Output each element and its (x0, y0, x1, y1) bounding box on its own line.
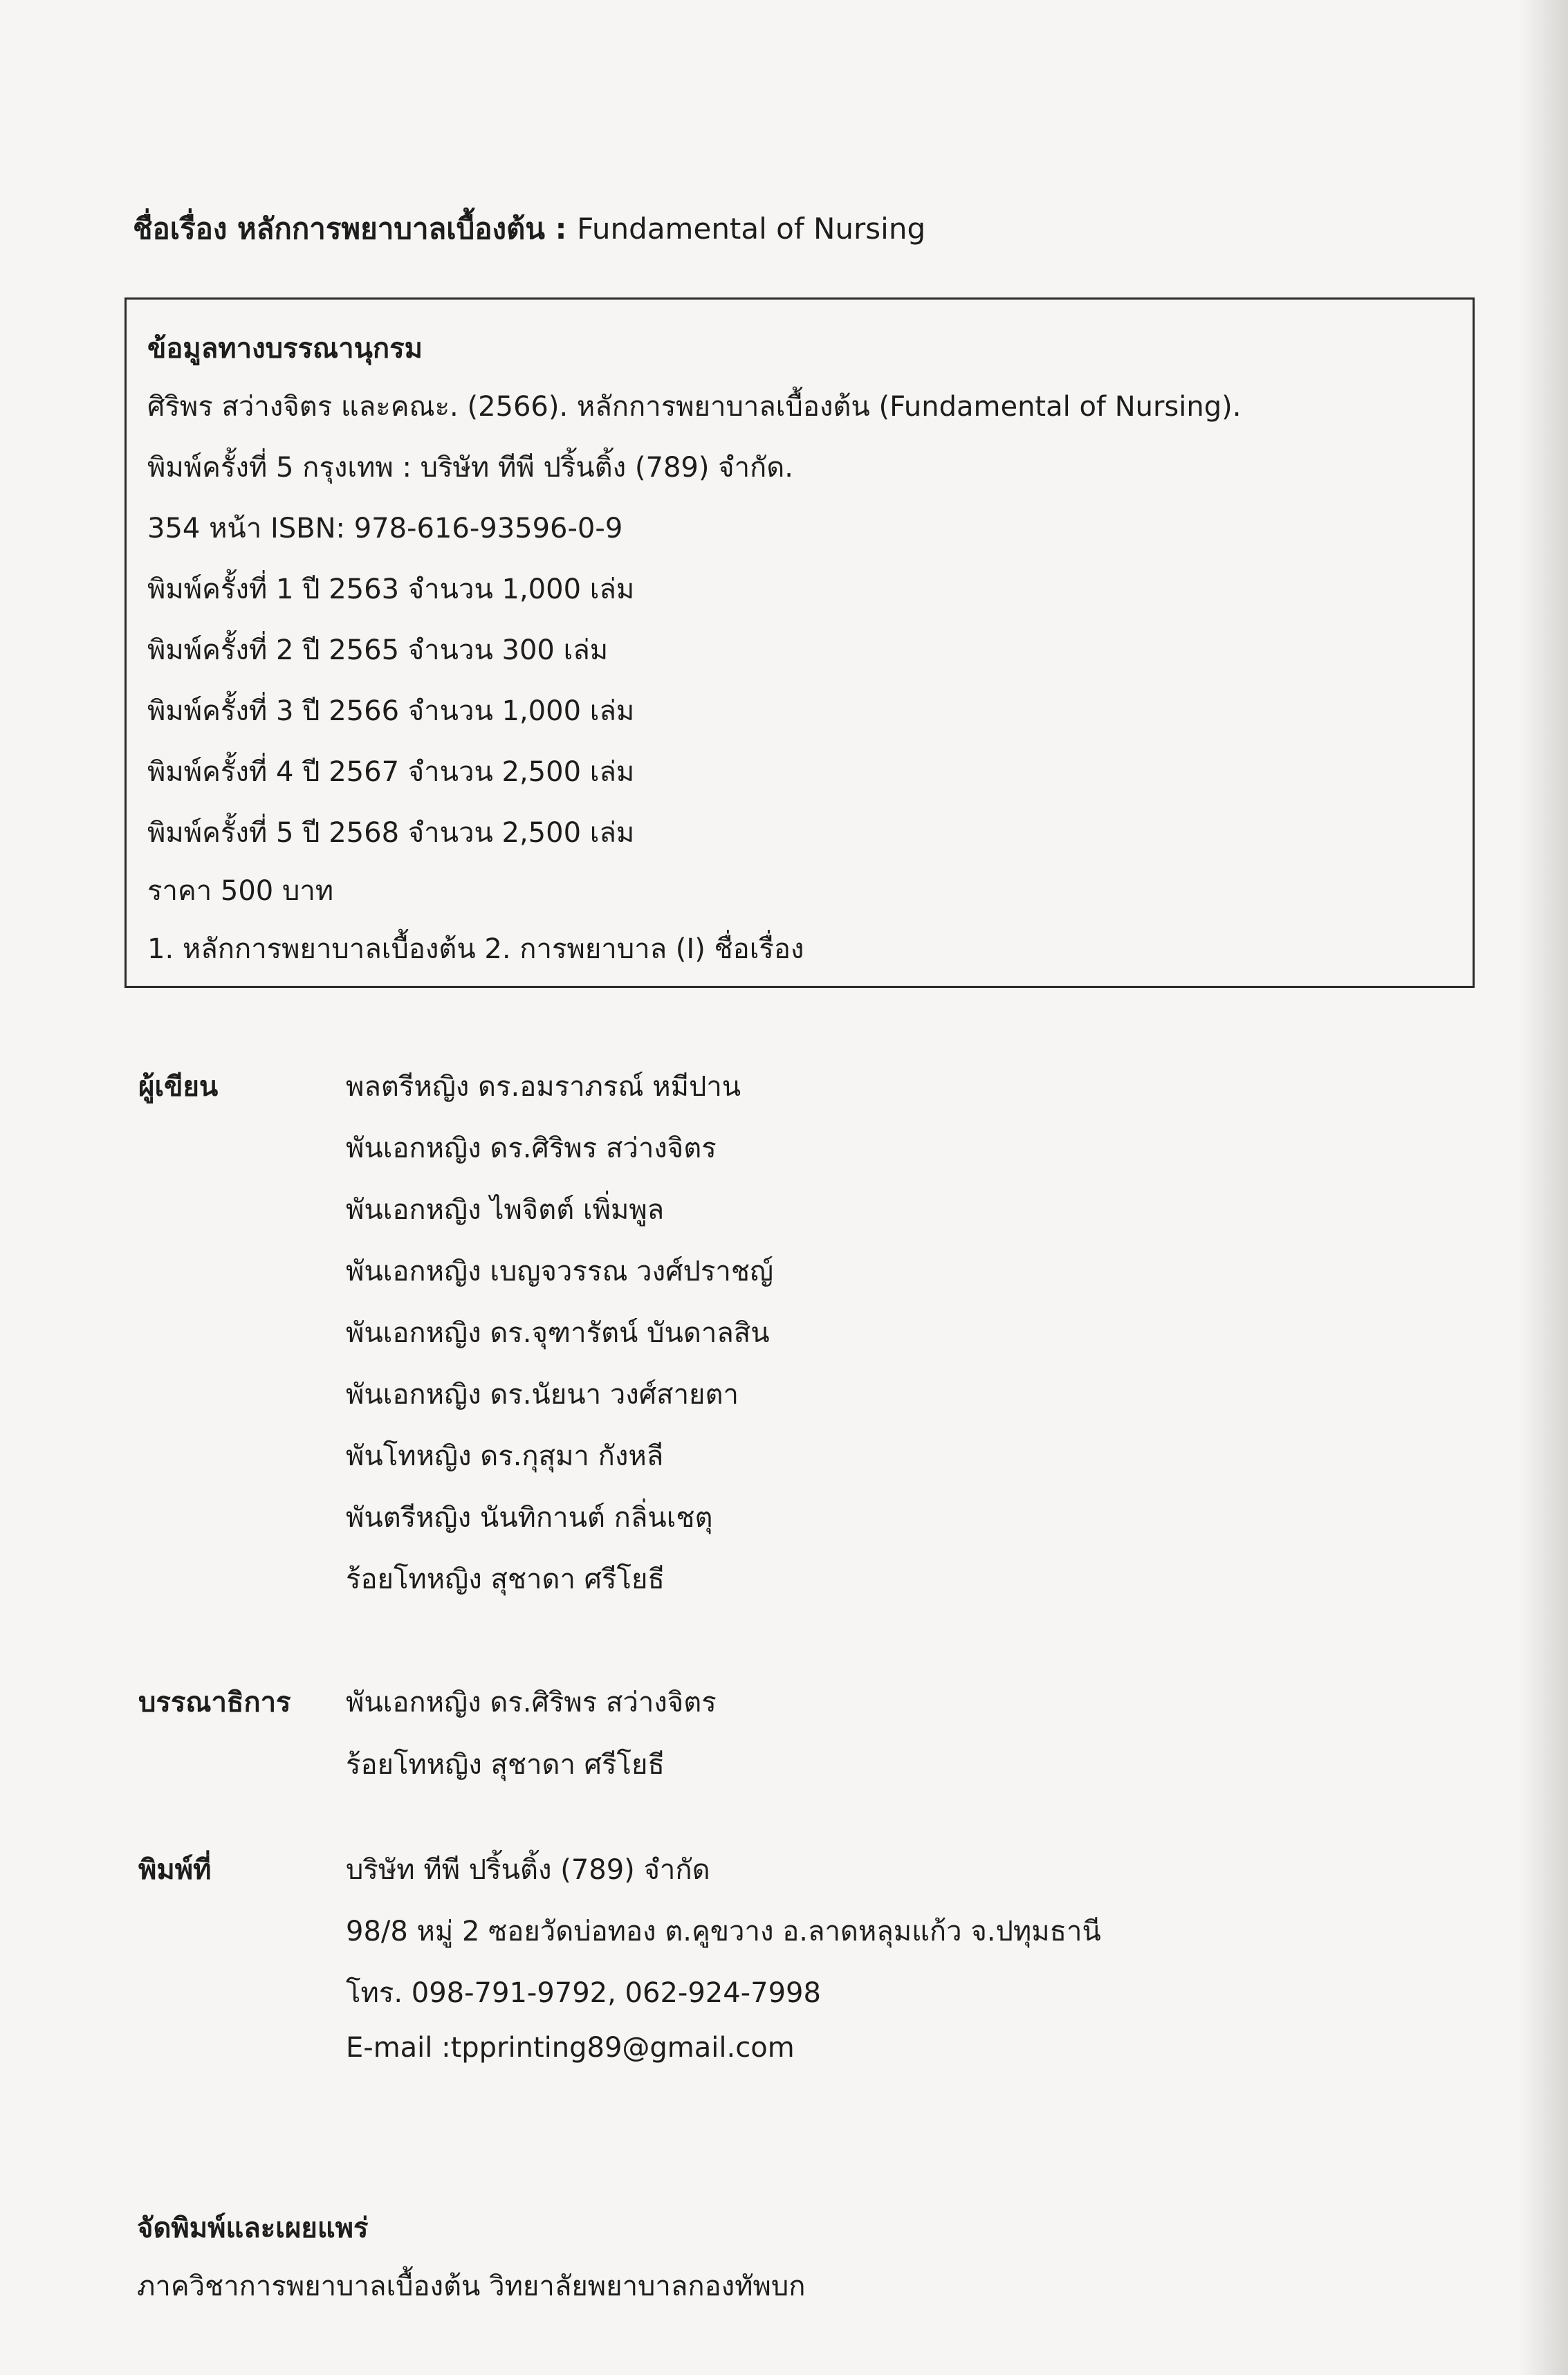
printer-name: บริษัท ทีพี ปริ้นติ้ง (789) จำกัด (346, 1854, 710, 1886)
distribution-text: ภาควิชาการพยาบาลเบื้องต้น วิทยาลัยพยาบาลกองทัพบก (137, 2271, 806, 2302)
printer-label: พิมพ์ที่ (138, 1854, 212, 1886)
author-name: พันเอกหญิง เบญจวรรณ วงศ์ปราชญ์ (346, 1256, 774, 1287)
catalog-price: ราคา 500 บาท (147, 875, 334, 907)
author-name: พันตรีหญิง นันทิกานต์ กลิ่นเชตุ (346, 1502, 713, 1534)
catalog-isbn: 354 หน้า ISBN: 978-616-93596-0-9 (147, 513, 623, 544)
catalog-citation: ศิริพร สว่างจิตร และคณะ. (2566). หลักการพยาบาลเบื้องต้น (Fundamental of Nursing). (147, 391, 1242, 423)
catalog-print-run: พิมพ์ครั้งที่ 2 ปี 2565 จำนวน 300 เล่ม (147, 634, 609, 666)
author-name: พันเอกหญิง ดร.จุฑารัตน์ บันดาลสิน (346, 1317, 770, 1349)
authors-label: ผู้เขียน (138, 1071, 219, 1103)
author-name: พันเอกหญิง ไพจิตต์ เพิ่มพูล (346, 1194, 665, 1226)
catalog-publisher: พิมพ์ครั้งที่ 5 กรุงเทพ : บริษัท ทีพี ปริ้นติ้ง (789) จำกัด. (147, 452, 793, 484)
catalog-print-run: พิมพ์ครั้งที่ 3 ปี 2566 จำนวน 1,000 เล่ม (147, 695, 635, 727)
title-english: Fundamental of Nursing (577, 212, 926, 246)
cataloging-box (124, 297, 1475, 988)
document-title (133, 206, 925, 252)
author-name: พันเอกหญิง ดร.ศิริพร สว่างจิตร (346, 1133, 717, 1164)
cataloging-heading: ข้อมูลทางบรรณานุกรม (147, 333, 423, 365)
printer-email: E-mail :tpprinting89@gmail.com (346, 2032, 795, 2064)
editor-name: พันเอกหญิง ดร.ศิริพร สว่างจิตร (346, 1687, 717, 1718)
distribution-label: จัดพิมพ์และเผยแพร่ (137, 2212, 369, 2244)
author-name: พลตรีหญิง ดร.อมราภรณ์ หมีปาน (346, 1071, 741, 1103)
author-name: ร้อยโทหญิง สุชาดา ศรีโยธี (346, 1564, 665, 1595)
catalog-print-run: พิมพ์ครั้งที่ 4 ปี 2567 จำนวน 2,500 เล่ม (147, 756, 635, 788)
catalog-print-run: พิมพ์ครั้งที่ 5 ปี 2568 จำนวน 2,500 เล่ม (147, 817, 635, 849)
editor-name: ร้อยโทหญิง สุชาดา ศรีโยธี (346, 1749, 665, 1781)
catalog-subjects: 1. หลักการพยาบาลเบื้องต้น 2. การพยาบาล (I) ชื่อเรื่อง (147, 933, 804, 965)
editors-label: บรรณาธิการ (138, 1687, 291, 1718)
author-name: พันเอกหญิง ดร.นัยนา วงศ์สายตา (346, 1379, 739, 1411)
catalog-print-run: พิมพ์ครั้งที่ 1 ปี 2563 จำนวน 1,000 เล่ม (147, 574, 635, 605)
author-name: พันโทหญิง ดร.กุสุมา กังหลี (346, 1440, 664, 1472)
page-edge-shadow (1520, 0, 1568, 2375)
printer-phone: โทร. 098-791-9792, 062-924-7998 (346, 1977, 821, 2009)
title-label: ชื่อเรื่อง หลักการพยาบาลเบื้องต้น : (133, 212, 578, 246)
printer-address: 98/8 หมู่ 2 ซอยวัดบ่อทอง ต.คูขวาง อ.ลาดหลุมแก้ว จ.ปทุมธานี (346, 1916, 1101, 1947)
